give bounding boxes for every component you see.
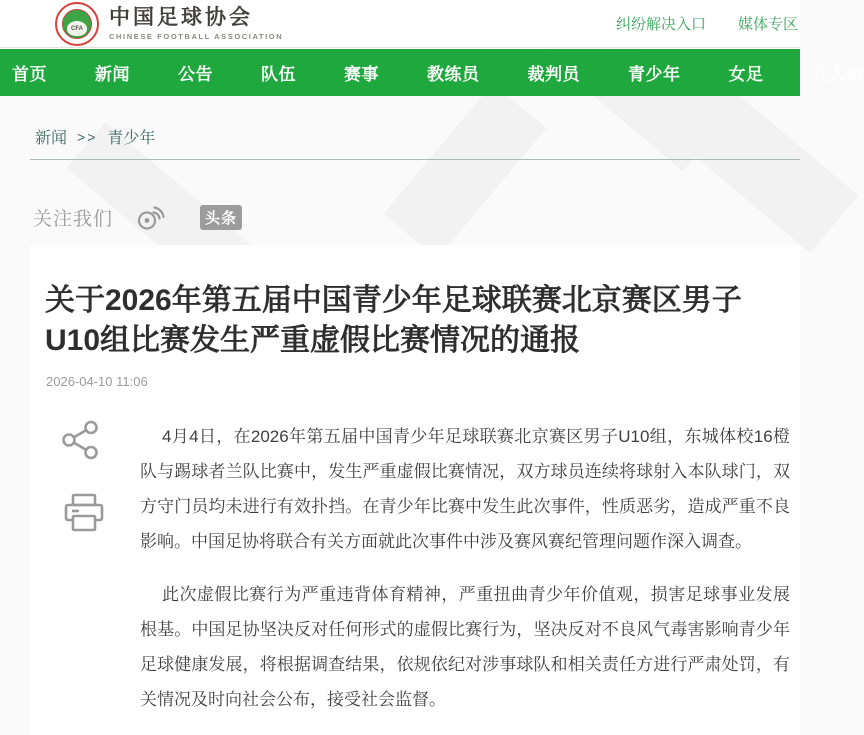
article-date: 2026-04-10 11:06 <box>46 374 148 389</box>
breadcrumb-divider <box>30 159 800 160</box>
article-paragraph: 4月4日，在2026年第五届中国青少年足球联赛北京赛区男子U10组，东城体校16橙队与踢球者兰队比赛中，发生严重虚假比赛情况，双方球员连续将球射入本队球门，双方守门员均未进行有效扑挡。在青少年比赛中发生此次事件，性质恶劣，造成严重不良影响。中国足协将联合有关方面就此次事件中涉及赛风赛纪管理问题作深入调查。 <box>140 427 790 551</box>
media-zone-link[interactable]: 媒体专区 <box>737 16 798 33</box>
logo-title: 中国足球协会 <box>109 5 253 29</box>
article-body <box>140 419 790 735</box>
share-icon[interactable] <box>60 419 108 461</box>
toutiao-badge[interactable]: 头条 <box>200 205 242 230</box>
article-paragraph: 此次虚假比赛行为严重违背体育精神，严重扭曲青少年价值观，损害足球事业发展根基。中国足协坚决反对任何形式的虚假比赛行为，坚决反对不良风气毒害影响青少年足球健康发展，将根据调查结果，依规依纪对涉事球队和相关责任方进行严肃处罚，有关情况及时向社会公布，接受社会监督。 <box>140 585 790 709</box>
site-logo[interactable] <box>55 1 283 46</box>
left-gutter <box>0 96 30 728</box>
site-header <box>0 0 800 48</box>
header-links <box>616 13 798 34</box>
main-nav <box>0 49 864 96</box>
article-card <box>30 245 800 735</box>
football-icon: CFA <box>67 21 87 36</box>
nav-item-notices[interactable]: 公告 <box>178 65 213 84</box>
print-icon[interactable] <box>60 489 108 537</box>
nav-item-referees[interactable]: 裁判员 <box>527 65 580 84</box>
cfa-crest-icon <box>55 2 99 46</box>
nav-item-womens[interactable]: 女足 <box>728 65 764 84</box>
breadcrumb <box>0 96 800 160</box>
nav-item-home[interactable]: 首页 <box>12 65 47 84</box>
nav-item-matches[interactable]: 赛事 <box>344 65 379 84</box>
nav-item-futsal[interactable]: 五人制 <box>811 65 864 84</box>
nav-item-youth[interactable]: 青少年 <box>628 65 681 84</box>
dispute-resolution-link[interactable]: 纠纷解决入口 <box>615 16 706 33</box>
nav-item-news[interactable]: 新闻 <box>95 65 130 84</box>
nav-item-teams[interactable]: 队伍 <box>261 65 296 84</box>
logo-subtitle: CHINESE FOOTBALL ASSOCIATION <box>109 31 284 41</box>
follow-us-row <box>33 203 242 231</box>
article-title: 关于2026年第五届中国青少年足球联赛北京赛区男子U10组比赛发生严重虚假比赛情况的通报 <box>45 284 742 357</box>
breadcrumb-youth[interactable]: 青少年 <box>107 130 156 147</box>
breadcrumb-separator: >> <box>77 128 98 145</box>
weibo-icon[interactable] <box>135 203 165 231</box>
breadcrumb-news[interactable]: 新闻 <box>35 130 68 147</box>
nav-item-coaches[interactable]: 教练员 <box>427 65 480 84</box>
article-tools <box>30 419 140 735</box>
follow-us-label: 关注我们 <box>33 208 114 230</box>
